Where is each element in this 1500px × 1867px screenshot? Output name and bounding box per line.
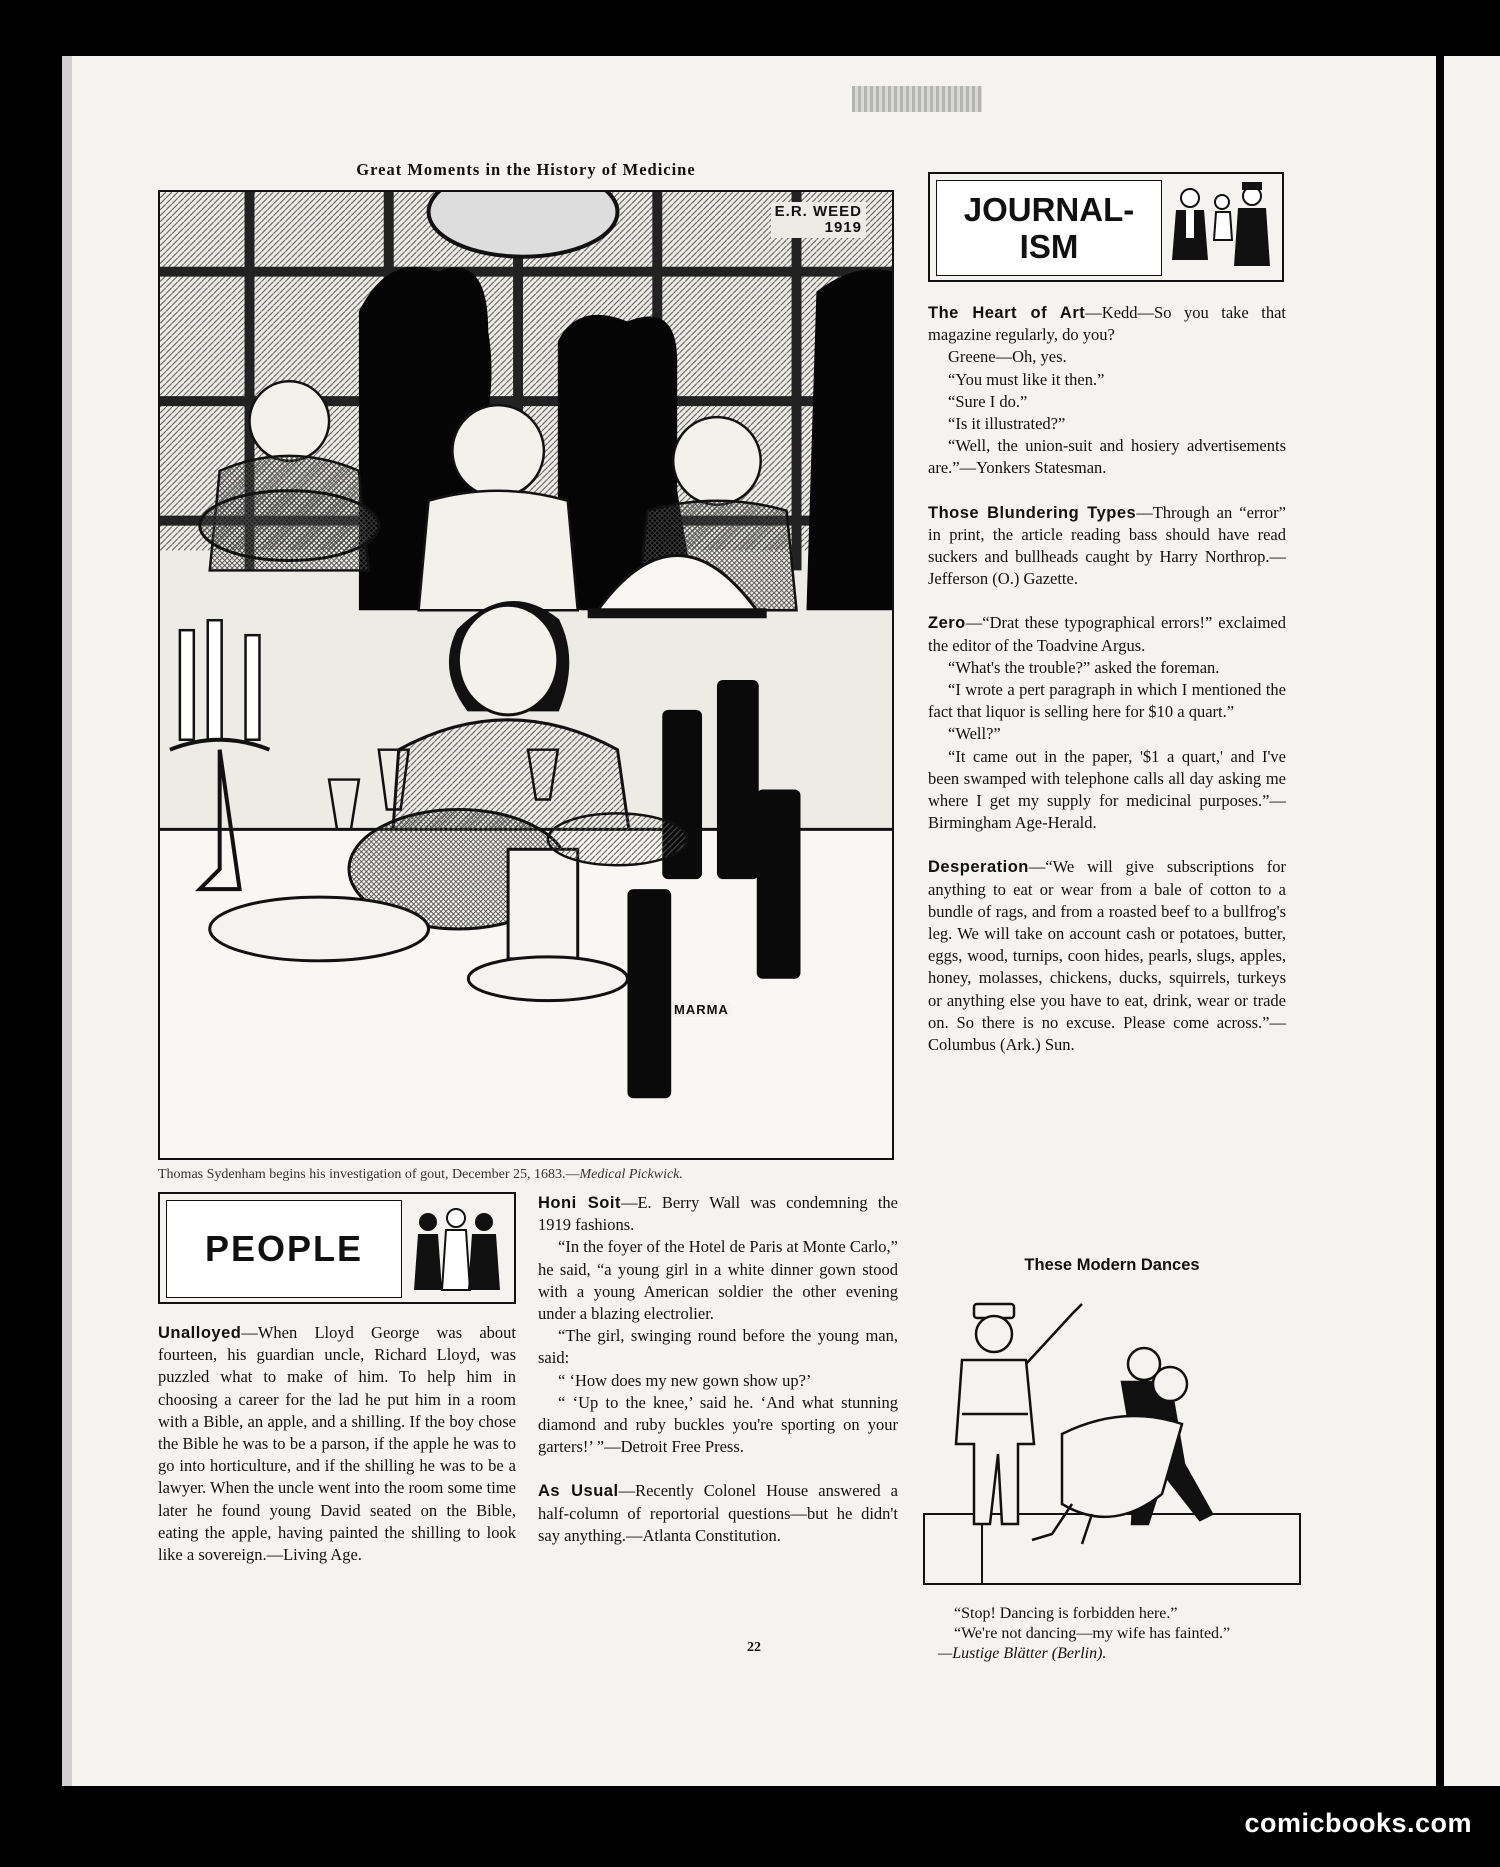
caption-source: Medical Pickwick. xyxy=(579,1167,683,1182)
item-title: Those Blundering Types xyxy=(928,503,1137,522)
journalism-item-heart-of-art xyxy=(928,302,1286,480)
page-number: 22 xyxy=(747,1640,761,1655)
item-paragraph: Greene—Oh, yes. xyxy=(948,347,1067,367)
item-paragraph: “Is it illustrated?” xyxy=(948,414,1066,434)
item-title: Desperation xyxy=(928,858,1029,877)
people-heading-box xyxy=(158,1192,516,1304)
journalism-item-zero xyxy=(928,612,1286,834)
caption-text: Thomas Sydenham begins his investigation of gout, December 25, 1683.— xyxy=(158,1167,580,1182)
item-title: As Usual xyxy=(538,1482,619,1501)
journalism-heading-line1: JOURNAL- xyxy=(963,191,1135,228)
ink-smudge xyxy=(852,86,982,112)
journalism-heading-line2: ISM xyxy=(1019,228,1079,265)
cartoon-illustration xyxy=(158,190,894,1160)
item-title: Unalloyed xyxy=(158,1324,242,1342)
item-paragraph: “I wrote a pert paragraph in which I mentioned the fact that liquor is selling here for $10 a quart.” xyxy=(928,680,1286,722)
item-paragraph: —E. Berry Wall was condemning the 1919 fashions. xyxy=(538,1193,898,1235)
item-title: Honi Soit xyxy=(538,1194,621,1212)
dances-caption-line: “We're not dancing—my wife has fainted.” xyxy=(954,1625,1231,1642)
people-column xyxy=(158,1322,516,1566)
item-paragraph: “You must like it then.” xyxy=(948,369,1105,389)
item-paragraph: “Sure I do.” xyxy=(948,391,1028,411)
item-title: Zero xyxy=(928,614,966,633)
item-paragraph: “Well, the union-suit and hosiery advertisements are.”—Yonkers Statesman. xyxy=(928,436,1286,478)
item-paragraph: —“We will give subscriptions for anything to eat or wear from a bale of cotton to a bundle of rags, and from a roasted beef to a bullfrog's leg. We will take on account cash or potatoes, butter, eggs, wood, turnips, coon hides, pearls, slugs, apples, honey, molasses, chickens, ducks, squirrels, turkeys or anything else you have to eat, drink, wear or trade on. So there is no excuse. Please come across.”—Columbus (Ark.) Sun. xyxy=(928,857,1286,1055)
item-paragraph: “The girl, swinging round before the young man, said: xyxy=(538,1326,898,1368)
dances-caption-source: —Lustige Blätter (Berlin). xyxy=(938,1645,1107,1662)
cartoon-title: Great Moments in the History of Medicine xyxy=(356,160,696,179)
people-vignette xyxy=(406,1200,506,1296)
item-paragraph: “Well?” xyxy=(948,724,1001,744)
item-paragraph: “It came out in the paper, '$1 a quart,' and I've been swamped with telephone calls all day asking me where I get my supply for medicinal purposes.”—Birmingham Age-Herald. xyxy=(928,746,1286,833)
site-watermark: comicbooks.com xyxy=(1244,1808,1472,1838)
item-paragraph: —“Drat these typographical errors!” exclaimed the editor of the Toadvine Argus. xyxy=(928,613,1286,655)
journalism-item-desperation xyxy=(928,856,1286,1056)
journalism-heading xyxy=(936,180,1162,276)
item-paragraph: “In the foyer of the Hotel de Paris at Monte Carlo,” he said, “a young girl in a white dinner gown stood with a young American soldier the other evening under a blazing electrolier. xyxy=(538,1237,898,1324)
middle-column xyxy=(538,1192,898,1547)
item-title: The Heart of Art xyxy=(928,304,1086,322)
journalism-vignette xyxy=(1166,180,1274,274)
item-honi-soit xyxy=(538,1192,898,1458)
feast-drawing xyxy=(160,192,892,1158)
item-paragraph: “ ‘Up to the knee,’ said he. ‘And what stunning diamond and ruby buckles you're sporting on your garters!’ ”—Detroit Free Press. xyxy=(538,1392,898,1457)
adjacent-page-edge xyxy=(1444,56,1500,1786)
people-heading: PEOPLE xyxy=(166,1200,402,1298)
journalism-item-blundering-types xyxy=(928,502,1286,591)
item-paragraph: “What's the trouble?” asked the foreman. xyxy=(948,657,1220,677)
signature-name: E.R. WEED xyxy=(774,203,862,220)
item-paragraph: “ ‘How does my new gown show up?’ xyxy=(558,1370,812,1390)
cartoon-caption xyxy=(158,1166,894,1184)
item-paragraph: —Through an “error” in print, the article reading bass should have read suckers and bullheads caught by Harry Northrop.—Jefferson (O.) Gazette. xyxy=(928,502,1286,589)
artist-signature xyxy=(771,202,866,238)
jar-label: MARMA xyxy=(674,1002,729,1017)
dances-caption-line: “Stop! Dancing is forbidden here.” xyxy=(954,1605,1178,1622)
signature-year: 1919 xyxy=(824,219,862,236)
dances-illustration xyxy=(922,1284,1302,1602)
people-item-unalloyed xyxy=(158,1322,516,1566)
dances-title: These Modern Dances xyxy=(1024,1256,1200,1274)
item-as-usual xyxy=(538,1480,898,1547)
item-paragraph: —Recently Colonel House answered a half-column of reportorial questions—but he didn't say anything.—Atlanta Constitution. xyxy=(538,1481,899,1545)
item-paragraph: —When Lloyd George was about fourteen, his guardian uncle, Richard Lloyd, was puzzled what to make of him. To help him in choosing a career for the lad he put him in a room with a Bible, an apple, and a shilling. If the boy chose the Bible he was to be a parson, if the apple he was to go into horticulture, and if the shilling he was to be a lawyer. When the uncle went into the room some time later he found young David seated on the Bible, eating the apple, having painted the shilling to look like a sovereign.—Living Age. xyxy=(158,1323,516,1565)
item-paragraph: —Kedd—So you take that magazine regularly, do you? xyxy=(928,303,1286,345)
journalism-heading-box xyxy=(928,172,1284,282)
journalism-column xyxy=(928,302,1286,1056)
magazine-page xyxy=(62,56,1436,1786)
